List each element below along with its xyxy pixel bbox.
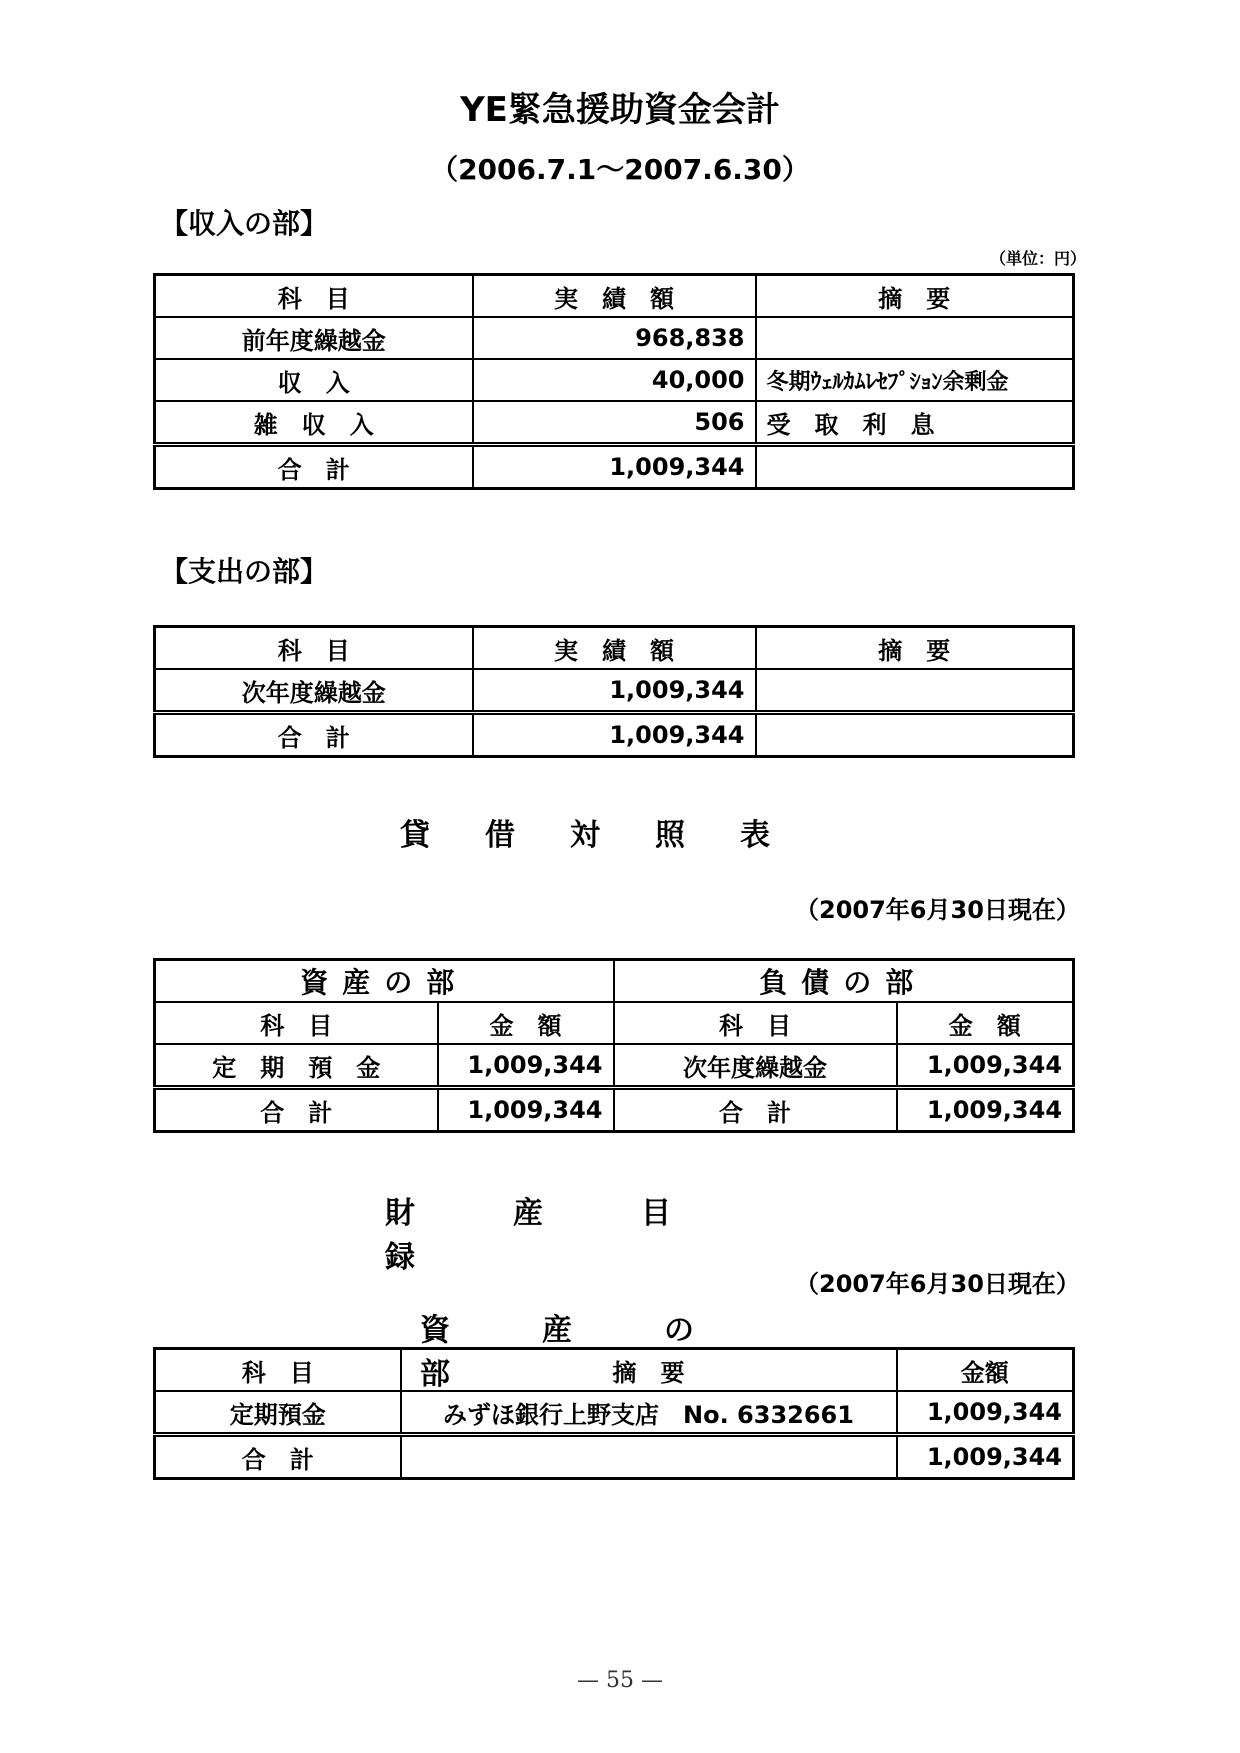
bs-total-liab-amount: 1,009,344 xyxy=(897,1088,1074,1132)
inv-item: 定期預金 xyxy=(155,1391,401,1435)
expense-table xyxy=(153,625,1075,758)
income-note: 受 取 利 息 xyxy=(756,401,1074,445)
table-row xyxy=(155,401,1074,445)
bs-asset-item: 定 期 預 金 xyxy=(155,1044,438,1088)
expense-total-item: 合 計 xyxy=(155,713,473,757)
page-number: — 55 — xyxy=(577,1668,663,1693)
bs-header-asset-item: 科 目 xyxy=(155,1002,438,1044)
income-header-amount: 実 績 額 xyxy=(473,275,756,318)
bs-total-liab-item: 合 計 xyxy=(614,1088,897,1132)
inventory-total-row xyxy=(155,1435,1074,1479)
income-table xyxy=(153,273,1075,490)
income-note xyxy=(756,317,1074,359)
inv-total-amount: 1,009,344 xyxy=(897,1435,1074,1479)
balance-sheet-section-row xyxy=(155,960,1074,1003)
table-row xyxy=(155,1391,1074,1435)
expense-header-item: 科 目 xyxy=(155,627,473,670)
expense-amount: 1,009,344 xyxy=(473,669,756,713)
inventory-date: （2007年6月30日現在） xyxy=(795,1270,1080,1298)
expense-total-amount: 1,009,344 xyxy=(473,713,756,757)
income-item: 雑 収 入 xyxy=(155,401,473,445)
table-row xyxy=(155,669,1074,713)
balance-sheet-table xyxy=(153,958,1075,1133)
bs-total-asset-amount: 1,009,344 xyxy=(438,1088,614,1132)
expense-note xyxy=(756,669,1074,713)
liabilities-section-header: 負債の部 xyxy=(614,960,1074,1003)
inv-total-item: 合 計 xyxy=(155,1435,401,1479)
expense-total-note xyxy=(756,713,1074,757)
balance-sheet-header-row xyxy=(155,1002,1074,1044)
document-title: YE緊急援助資金会計 xyxy=(460,90,780,130)
inv-header-amount: 金額 xyxy=(897,1349,1074,1392)
income-amount: 506 xyxy=(473,401,756,445)
bs-total-asset-item: 合 計 xyxy=(155,1088,438,1132)
income-header-row xyxy=(155,275,1074,318)
balance-sheet-title xyxy=(400,810,830,854)
income-amount: 40,000 xyxy=(473,359,756,401)
table-row xyxy=(155,359,1074,401)
expense-header-note: 摘 要 xyxy=(756,627,1074,670)
inventory-title xyxy=(385,1188,855,1276)
balance-sheet-date: （2007年6月30日現在） xyxy=(795,896,1080,924)
inv-header-item: 科 目 xyxy=(155,1349,401,1392)
income-header-item: 科 目 xyxy=(155,275,473,318)
income-total-row xyxy=(155,445,1074,489)
table-row xyxy=(155,317,1074,359)
bs-liab-item: 次年度繰越金 xyxy=(614,1044,897,1088)
inv-header-note: 摘 要 xyxy=(401,1349,897,1392)
fiscal-period: （2006.7.1〜2007.6.30） xyxy=(430,153,810,186)
income-section-label: 【収入の部】 xyxy=(160,207,329,240)
bs-asset-amount: 1,009,344 xyxy=(438,1044,614,1088)
income-amount: 968,838 xyxy=(473,317,756,359)
inventory-table xyxy=(153,1347,1075,1480)
income-note: 冬期ｳｪﾙｶﾑﾚｾﾌﾟｼｮﾝ余剰金 xyxy=(756,359,1074,401)
expense-header-amount: 実 績 額 xyxy=(473,627,756,670)
table-row xyxy=(155,1044,1074,1088)
assets-section-header: 資産の部 xyxy=(155,960,614,1003)
income-item: 収 入 xyxy=(155,359,473,401)
bs-header-liab-item: 科 目 xyxy=(614,1002,897,1044)
inv-note: みずほ銀行上野支店 No. 6332661 xyxy=(401,1391,897,1435)
inventory-title-text: 財産目録 xyxy=(385,1196,769,1275)
income-total-note xyxy=(756,445,1074,489)
expense-section-label: 【支出の部】 xyxy=(160,555,329,588)
expense-header-row xyxy=(155,627,1074,670)
income-item: 前年度繰越金 xyxy=(155,317,473,359)
income-total-item: 合 計 xyxy=(155,445,473,489)
balance-sheet-total-row xyxy=(155,1088,1074,1132)
bs-header-liab-amount: 金 額 xyxy=(897,1002,1074,1044)
income-total-amount: 1,009,344 xyxy=(473,445,756,489)
inv-amount: 1,009,344 xyxy=(897,1391,1074,1435)
income-header-note: 摘 要 xyxy=(756,275,1074,318)
bs-header-asset-amount: 金 額 xyxy=(438,1002,614,1044)
balance-sheet-title-text: 貸借対照表 xyxy=(400,818,825,853)
inventory-assets-label-text: 資産の部 xyxy=(420,1313,786,1392)
bs-liab-amount: 1,009,344 xyxy=(897,1044,1074,1088)
unit-label: （単位：円） xyxy=(990,249,1087,268)
inv-total-note xyxy=(401,1435,897,1479)
inventory-header-row xyxy=(155,1349,1074,1392)
expense-item: 次年度繰越金 xyxy=(155,669,473,713)
expense-total-row xyxy=(155,713,1074,757)
